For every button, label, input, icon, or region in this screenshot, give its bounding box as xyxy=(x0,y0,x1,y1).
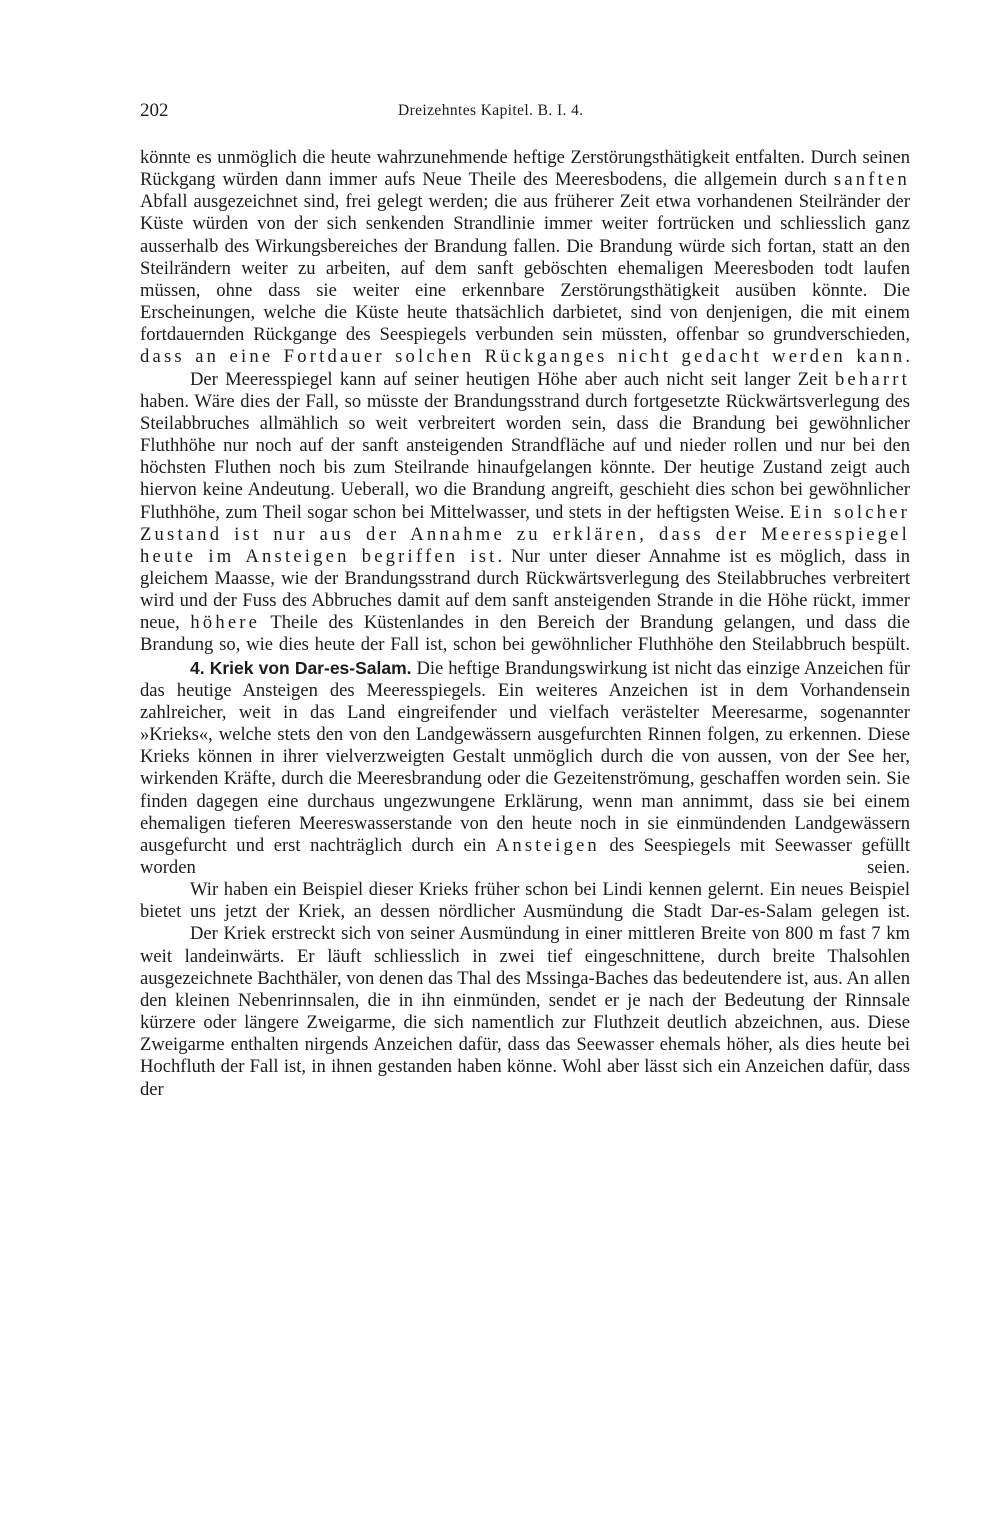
paragraph-section-4 xyxy=(140,657,910,880)
body-text xyxy=(140,147,910,1101)
text-segment: Der Kriek erstreckt sich von seiner Ausmündung in einer mittleren Breite von 800 m fast 7 km weit landeinwärts. Er läuft schliesslich in zwei tief eingeschnittene, durch breite Thalsohlen ausgezeichnete Bachthäler, von denen das Thal des Mssinga-Baches das bedeutendere ist, aus. An allen den kleinen Nebenrinnsalen, die in ihn einmünden, sendet er je nach der Bedeutung der Rinnsale kürzere oder längere Zweigarme, die sich namentlich zur Fluthzeit deutlich abzeichnen, aus. Diese Zweigarme enthalten nirgends Anzeichen dafür, dass das Seewasser ehemals höher, als dies heute bei Hochfluth der Fall ist, in ihnen gestanden haben könne. Wohl aber lässt sich ein Anzeichen dafür, dass der xyxy=(140,923,910,1100)
paragraph-continuation xyxy=(140,147,910,369)
section-heading: 4. Kriek von Dar-es-Salam. xyxy=(190,657,412,678)
text-segment: Die heftige Brandungswirkung ist nicht das einzige Anzeichen für das heutige Ansteigen des Meeresspiegels. Ein weiteres Anzeichen ist in dem Vorhandensein zahlreicher, weit in das Land eingreifender und vielfach verästelter Meeresarme, sogenannter »Krieks«, welche stets den von den Landgewässern ausgefurchten Rinnen folgen, zu erkennen. Diese Krieks können in ihrer vielverzweigten Gestalt unmöglich durch die von aussen, von der See her, wirkenden Kräfte, durch die Meeresbrandung oder die Gezeitenströmung, geschaffen worden sein. Sie finden dagegen eine durchaus ungezwungene Erklärung, wenn man annimmt, dass sie bei einem ehemaligen tieferen Meereswasserstande von den heute noch in sie einmündenden Landgewässern ausgefurcht und erst nachträglich durch ein xyxy=(140,657,910,856)
paragraph-lindi xyxy=(140,879,910,923)
text-segment: des Seespiegels mit Seewasser gefüllt worden seien. xyxy=(140,834,910,878)
spaced-emphasis: Ansteigen xyxy=(495,834,600,856)
text-segment: Theile des Küstenlandes in den Bereich der Brandung gelangen, und dass die Brandung so, wie dies heute der Fall ist, schon bei gewöhnlicher Fluthhöhe den Steilabbruch bespült. xyxy=(140,612,910,656)
spaced-emphasis: Ein solcher Zustand ist nur aus der Annahme zu erklären, dass der Meeresspiegel heute im Ansteigen begriffen ist xyxy=(140,501,910,567)
text-segment: haben. Wäre dies der Fall, so müsste der Brandungsstrand durch fortgesetzte Rückwärtsverlegung des Steilabbruches allmählich so weit verbreitert worden sein, dass die Brandung bei gewöhnlicher Fluthhöhe nur noch auf der sanft ansteigenden Strandfläche auf und nieder rollen und nur bei den höchsten Fluthen noch bis zum Steilrande hinaufgelangen könnte. Der heutige Zustand zeigt auch hiervon keine Andeutung. Ueberall, wo die Brandung angreift, geschieht dies schon bei gewöhnlicher Fluthhöhe, zum Theil sogar schon bei Mittelwasser, und stets in der heftigsten Weise. xyxy=(140,390,910,523)
text-segment: Abfall ausgezeichnet sind, frei gelegt werden; die aus früherer Zeit etwa vorhandenen Steilränder der Küste würden von der sich senkenden Strandlinie immer weiter fortrücken und schliesslich ganz ausserhalb des Wirkungsbereiches der Brandung fallen. Die Brandung würde sich fortan, statt an den Steilrändern weiter zu arbeiten, auf dem sanft geböschten ehemaligen Meeresboden todt laufen müssen, ohne dass sie weiter eine erkennbare Zerstörungsthätigkeit ausüben könnte. Die Erscheinungen, welche die Küste heute thatsächlich darbietet, sind von denjenigen, die mit einem fortdauernden Rückgange des Seespiegels verbunden sein müssten, offenbar so grundverschieden, xyxy=(140,191,910,346)
text-segment: . xyxy=(905,346,910,368)
spaced-emphasis: beharrt xyxy=(834,368,910,390)
page-number: 202 xyxy=(140,100,169,121)
spaced-emphasis: dass an eine Fortdauer solchen Rückganges nicht gedacht werden kann xyxy=(140,346,906,368)
running-head: Dreizehntes Kapitel. B. I. 4. xyxy=(398,102,584,119)
paragraph-sea-level xyxy=(140,369,910,657)
text-segment: . Nur unter dieser Annahme ist es möglich, dass in gleichem Maasse, wie der Brandungsstrand durch Rückwärtsverlegung des Steilabbruches verbreitert wird und der Fuss des Abbruches damit auf dem sanft ansteigenden Strande in die Höhe rückt, immer neue, xyxy=(140,545,911,634)
paragraph-kriek xyxy=(140,923,910,1100)
text-segment: Der Meeresspiegel kann auf seiner heutigen Höhe aber auch nicht seit langer Zeit xyxy=(190,368,835,390)
text-segment: könnte es unmöglich die heute wahrzunehmende heftige Zerstörungsthätigkeit entfalten. Durch seinen Rückgang würden dann immer aufs Neue Theile des Meeresbodens, die allgemein durch xyxy=(140,147,910,191)
text-segment: Wir haben ein Beispiel dieser Krieks früher schon bei Lindi kennen gelernt. Ein neues Beispiel bietet uns jetzt der Kriek, an dessen nördlicher Ausmündung die Stadt Dar-es-Salam gelegen ist. xyxy=(140,879,910,923)
spaced-emphasis: höhere xyxy=(190,612,261,634)
page-header xyxy=(140,100,910,124)
spaced-emphasis: sanften xyxy=(833,169,910,191)
